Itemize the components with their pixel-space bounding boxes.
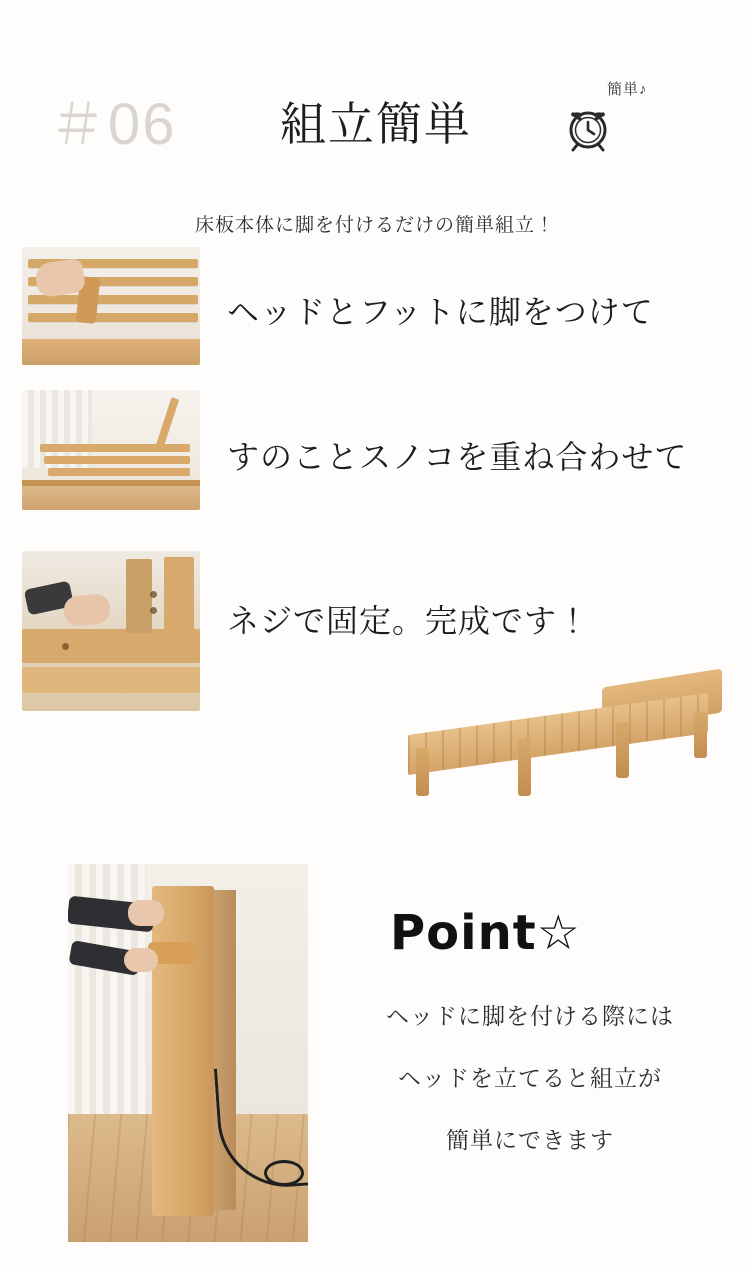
kantan-note: 簡単♪ <box>607 81 648 98</box>
step-1-photo <box>22 247 200 365</box>
section-header <box>0 0 750 190</box>
section-number: ＃06 <box>48 92 177 157</box>
lead-text: 床板本体に脚を付けるだけの簡単組立！ <box>194 215 555 236</box>
finished-bed-illustration <box>398 660 728 820</box>
step-3-photo <box>22 551 200 711</box>
point-line-1: ヘッドに脚を付ける際には <box>386 1003 674 1029</box>
point-line-2: ヘッドを立てると組立が <box>398 1065 662 1091</box>
assembly-step-3 <box>22 551 730 669</box>
point-title: Point☆ <box>390 905 581 961</box>
step-1-caption: ヘッドとフットに脚をつけて <box>227 294 654 330</box>
page-title: 組立簡単 <box>280 97 472 151</box>
step-2-photo <box>22 390 200 510</box>
point-line-3: 簡単にできます <box>446 1127 614 1153</box>
alarm-clock-icon <box>562 101 614 153</box>
assembly-step-1 <box>22 247 730 365</box>
step-3-caption: ネジで固定。完成です！ <box>227 603 591 639</box>
assembly-step-2 <box>22 390 730 508</box>
step-2-caption: すのことスノコを重ね合わせて <box>227 439 688 475</box>
